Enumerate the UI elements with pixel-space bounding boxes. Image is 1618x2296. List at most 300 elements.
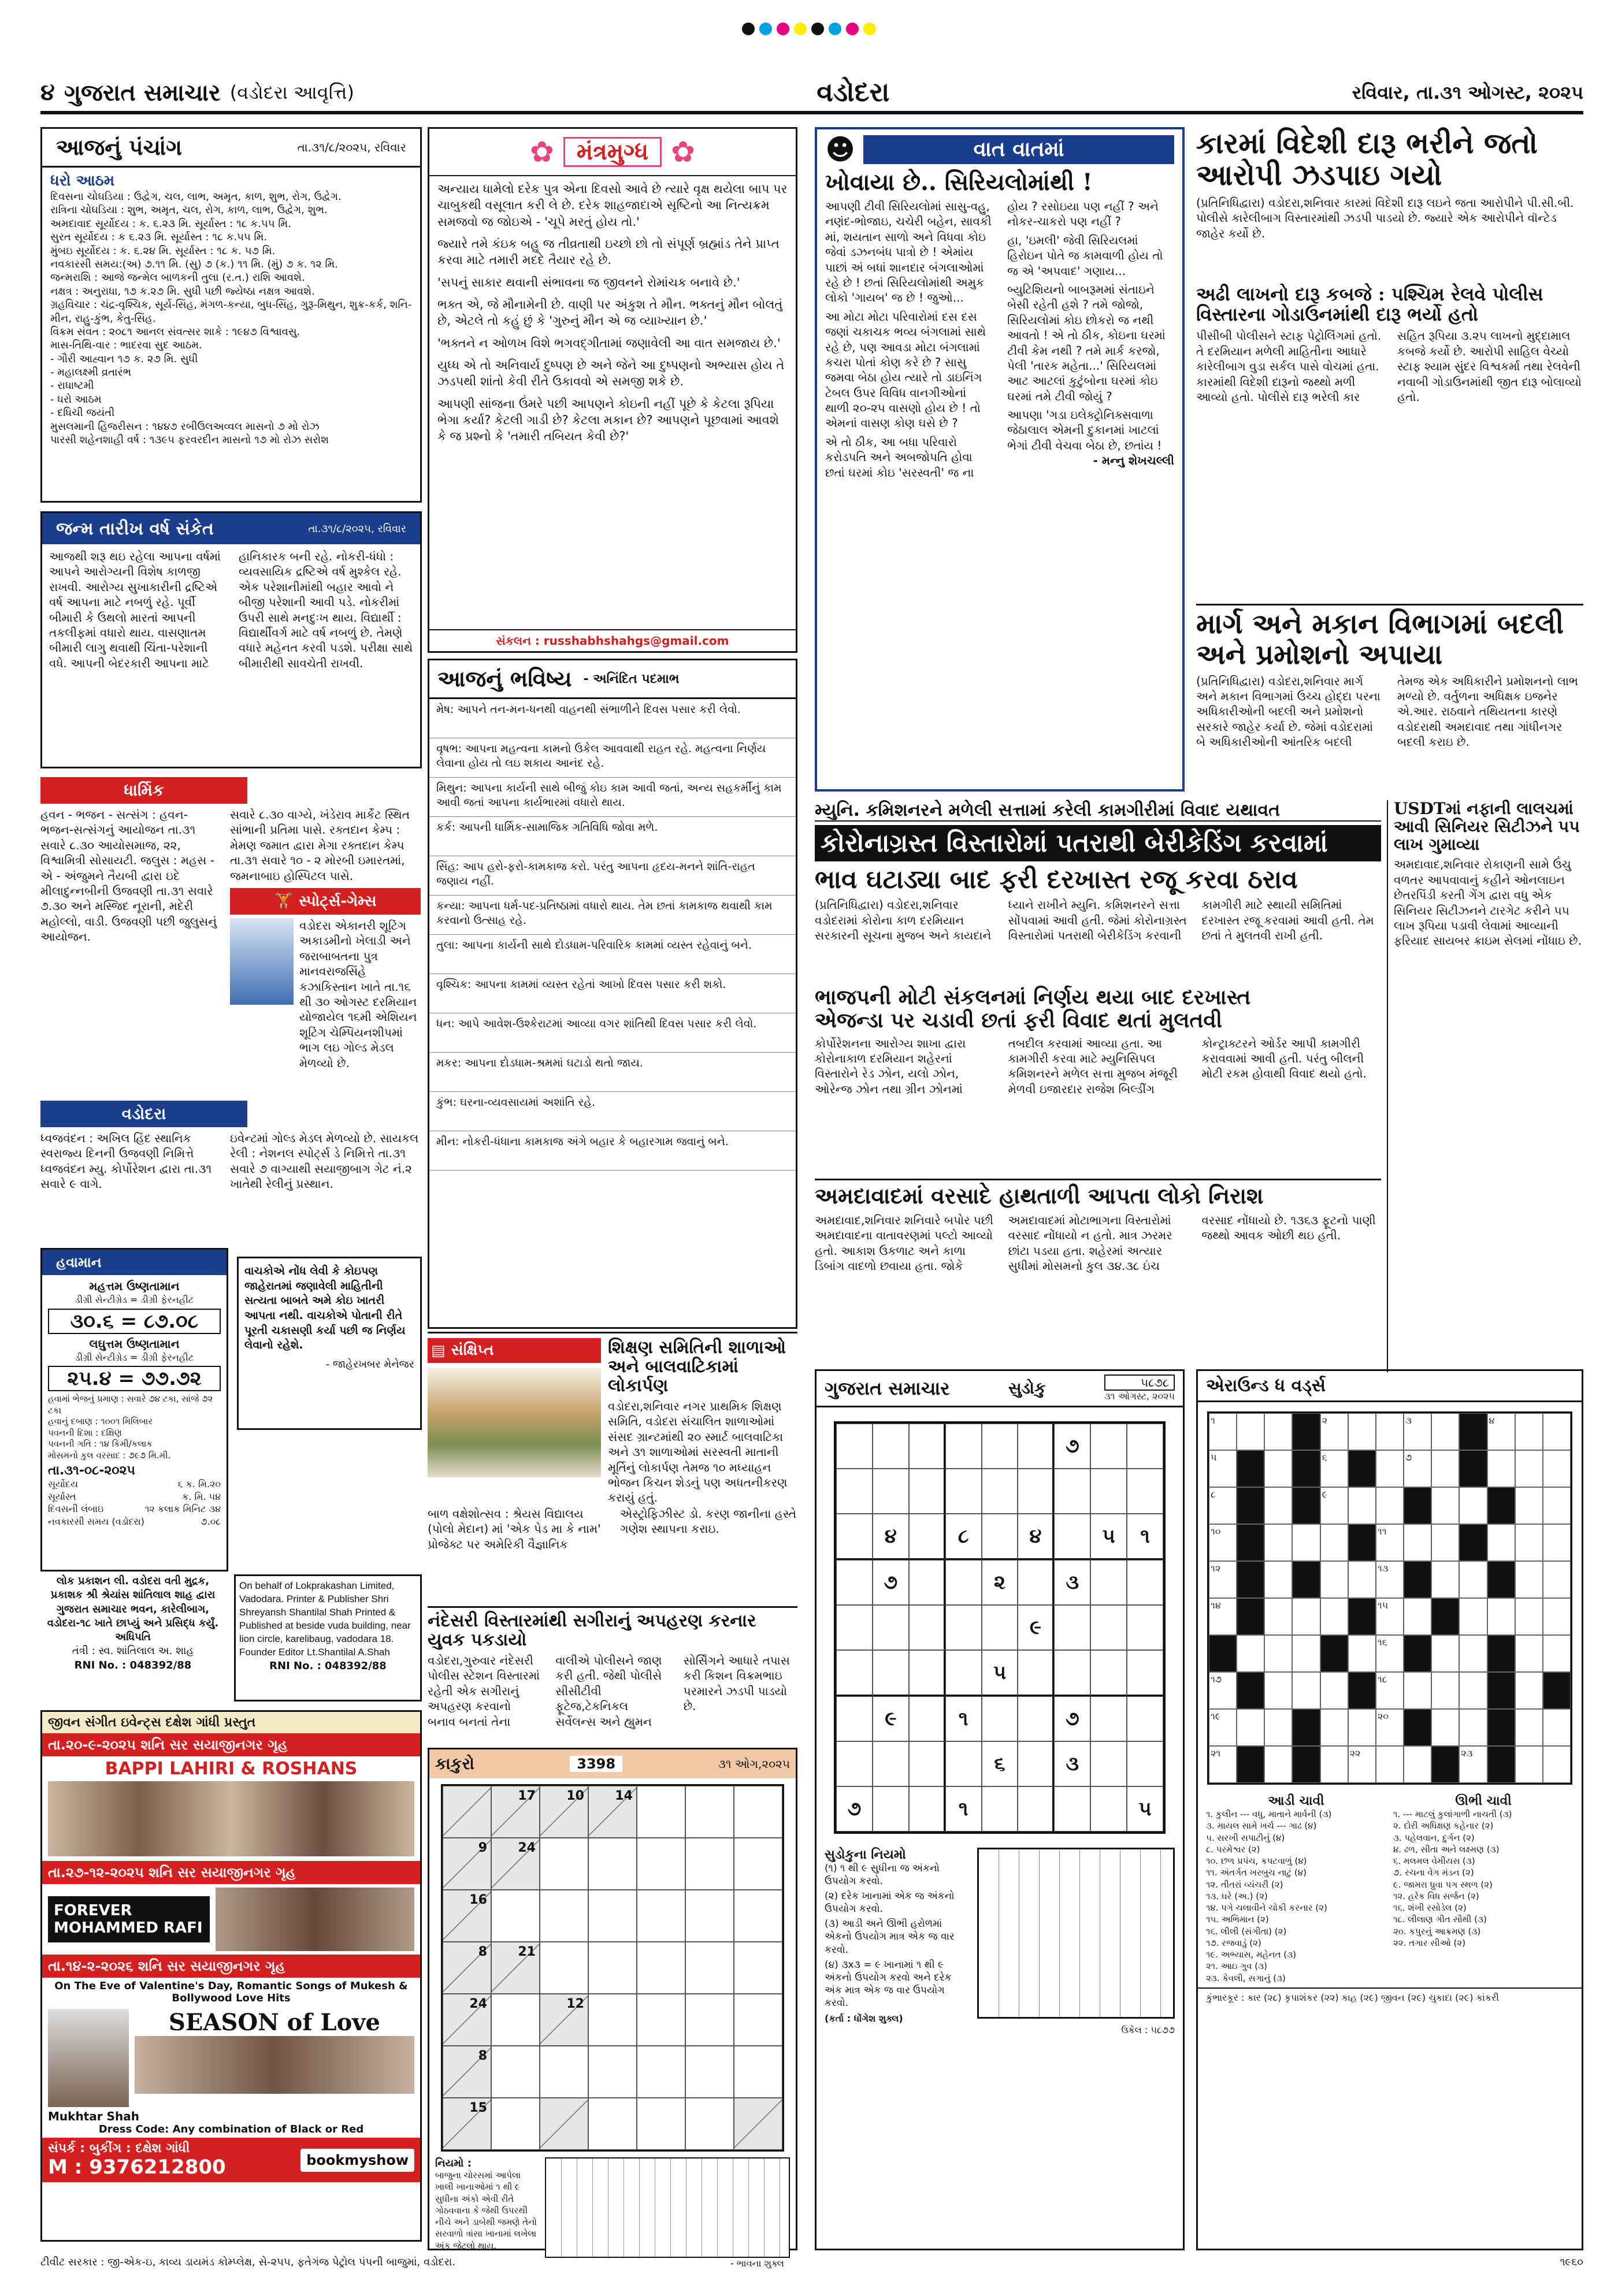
sudoku-cell[interactable] (1018, 1741, 1054, 1786)
crossword-cell[interactable] (1515, 1487, 1543, 1524)
down-clue: ૧૨. હરેક વિધ સર્જન (૨) (1393, 1890, 1479, 1901)
kakuro-cell[interactable] (540, 1942, 588, 1994)
kakuro-cell[interactable] (540, 2046, 588, 2098)
crossword-cell[interactable] (1264, 1598, 1292, 1635)
crossword-cell[interactable] (1515, 1561, 1543, 1598)
crossword-cell[interactable] (1459, 1598, 1487, 1635)
sudoku-cell[interactable] (945, 1741, 982, 1786)
kakuro-clue: 12 (566, 1997, 584, 2011)
crossword-cell[interactable] (1459, 1487, 1487, 1524)
crossword-cell[interactable] (1404, 1672, 1431, 1709)
muni-kicker: મ્યુનિ. કમિશનરને મળેલી સત્તામાં કરેલી કામગીરીમાં વિવાદ યથાવત (815, 800, 1381, 822)
crossword-cell[interactable] (1376, 1413, 1404, 1450)
weather-row-value: ૬ ક. મિ.૨૦ (177, 1478, 221, 1489)
across-clue: ૧૫. અભિમાન (૨) (1206, 1914, 1269, 1925)
panchang-line: - ગૌરી આહ્વાન ૧૭ ક. ૨૭ મિ. સુધી (50, 352, 198, 365)
kakuro-cell[interactable] (588, 2098, 637, 2150)
sudoku-cell[interactable]: ૧ (945, 1696, 982, 1741)
crossword-block (1348, 1524, 1376, 1561)
sudoku-cell[interactable] (1018, 1786, 1054, 1831)
sudoku-cell[interactable] (836, 1741, 873, 1786)
sudoku-cell[interactable] (836, 1560, 873, 1605)
crossword-block (1348, 1598, 1376, 1635)
sudoku-cell[interactable] (1127, 1696, 1163, 1741)
crossword-cell[interactable] (1348, 1413, 1376, 1450)
sudoku-cell[interactable] (1090, 1650, 1127, 1696)
sudoku-cell[interactable]: ૭ (1054, 1424, 1090, 1469)
sudoku-cell[interactable] (909, 1786, 945, 1831)
crossword-cell[interactable] (1515, 1413, 1543, 1450)
crossword-cell[interactable] (1431, 1450, 1459, 1487)
kakuro-section (428, 1748, 797, 2269)
sudoku-cell[interactable] (873, 1424, 909, 1469)
sudoku-cell[interactable] (1054, 1514, 1090, 1560)
sudoku-cell[interactable] (836, 1605, 873, 1650)
kakuro-cell[interactable] (491, 2098, 540, 2150)
crossword-cell[interactable] (1237, 1635, 1264, 1672)
crossword-cell[interactable] (1543, 1487, 1571, 1524)
kakuro-cell[interactable] (685, 1942, 734, 1994)
sudoku-cell[interactable] (945, 1469, 982, 1514)
mantra-section (428, 127, 797, 653)
marg-head: માર્ગ અને મકાન વિભાગમાં બદલી અને પ્રમોશનો અપાયા (1196, 608, 1564, 671)
crossword-block (1404, 1487, 1431, 1524)
sudoku-cell[interactable] (1018, 1696, 1054, 1741)
sudoku-cell[interactable]: ૧ (1127, 1514, 1163, 1560)
crossword-cell[interactable] (1376, 1672, 1404, 1709)
weather-row-value: ૭.૦૮ (201, 1515, 221, 1527)
sudoku-cell[interactable] (909, 1741, 945, 1786)
kakuro-cell[interactable] (734, 2046, 782, 2098)
sudoku-rule: (૩) આડી અને ઊભી હરોળમાં એકનો ઉપયોગ માત્ર એક જ વાર કરવો. (825, 1918, 955, 1956)
sudoku-cell[interactable]: ૪ (1018, 1514, 1054, 1560)
panchang-line: પારસી શહેનશાહી વર્ષ : ૧૩૯૫ ફરવરદીન માસનો ૧૭ મો રોઝ સરોશ (50, 434, 329, 447)
crossword-cell[interactable] (1376, 1746, 1404, 1783)
across-clue: ૩. માયલ સામે ખર્ચ --- ગાઢ (૪) (1206, 1821, 1317, 1831)
kakuro-cell[interactable] (588, 2046, 637, 2098)
sudoku-cell[interactable] (873, 1741, 909, 1786)
sudoku-cell[interactable] (982, 1514, 1018, 1560)
sudoku-cell[interactable]: ૬ (982, 1741, 1018, 1786)
crossword-cell[interactable] (1320, 1487, 1348, 1524)
sudoku-cell[interactable] (836, 1469, 873, 1514)
crossword-number: ૫ (1211, 1452, 1217, 1463)
weather-row (48, 1503, 221, 1515)
crossword-cell[interactable] (1404, 1450, 1431, 1487)
kakuro-cell[interactable] (491, 1890, 540, 1942)
kakuro-cell[interactable] (637, 1786, 685, 1838)
sudoku-cell[interactable] (1090, 1605, 1127, 1650)
sudoku-cell[interactable]: ૩ (1054, 1741, 1090, 1786)
crossword-cell[interactable] (1209, 1598, 1237, 1635)
crossword-cell[interactable] (1320, 1598, 1348, 1635)
sudoku-cell[interactable] (909, 1696, 945, 1741)
sudoku-cell[interactable]: ૭ (873, 1560, 909, 1605)
lotus-icon-2: ✿ (671, 135, 696, 169)
kakuro-clue-cell (540, 1786, 588, 1838)
across-clues (1206, 1808, 1386, 1984)
crossword-cell[interactable] (1431, 1413, 1459, 1450)
crossword-cell[interactable] (1543, 1746, 1571, 1783)
crossword-cell[interactable] (1348, 1487, 1376, 1524)
crossword-number: ૯ (1322, 1489, 1328, 1500)
ad-contact: સંપર્ક : બુકીંગ : દક્ષેશ ગાંધી (48, 2141, 190, 2156)
crossword-cell[interactable] (1376, 1487, 1404, 1524)
kakuro-clue-cell (443, 1994, 491, 2046)
sudoku-cell[interactable] (1127, 1741, 1163, 1786)
crossword-cell[interactable] (1237, 1413, 1264, 1450)
bhavishya-items (429, 699, 796, 1171)
karma-head: કારમાં વિદેશી દારૂ ભરીને જતો આરોપી ઝડપાઇ ગયો (1196, 126, 1538, 192)
sudoku-cell[interactable]: ૫ (1090, 1514, 1127, 1560)
kakuro-cell[interactable] (540, 1838, 588, 1890)
kakuro-cell[interactable] (685, 2098, 734, 2150)
crossword-cell[interactable] (1292, 1598, 1320, 1635)
weather-line: પવનની ગતિ : ૧૪ કિમી/કલાક (48, 1439, 153, 1449)
kakuro-cell[interactable] (491, 2046, 540, 2098)
sudoku-cell[interactable]: ૫ (1127, 1786, 1163, 1831)
panchang-line: - દધિચી જયંતી (50, 407, 115, 419)
sudoku-cell[interactable] (1054, 1650, 1090, 1696)
kakuro-cell[interactable] (734, 1786, 782, 1838)
crossword-cell[interactable] (1209, 1561, 1237, 1598)
mantra-para: યુધ્ધ એ તો અનિવાર્ય દુષ્પણ છે અને જેને આ દુષ્પણનો અભ્યાસ હોય તે ઝડપથી શાંતો કેવી રીતે ઉકાવવો એ સમજી શકે છે. (437, 358, 785, 389)
sudoku-cell[interactable]: ૧ (945, 1786, 982, 1831)
panchang-title: આજનું પંચાંગ (56, 134, 182, 160)
crossword-block (1292, 1413, 1320, 1450)
ad-singer: Mukhtar Shah (48, 2109, 139, 2123)
sudoku-cell[interactable]: ૯ (1018, 1605, 1054, 1650)
sudoku-cell[interactable] (909, 1605, 945, 1650)
sudoku-cell[interactable] (873, 1605, 909, 1650)
school-photo (428, 1368, 601, 1477)
sudoku-grid[interactable] (834, 1421, 1166, 1834)
sudoku-cell[interactable] (1054, 1469, 1090, 1514)
sudoku-cell[interactable] (982, 1424, 1018, 1469)
sudoku-cell[interactable] (1090, 1741, 1127, 1786)
sudoku-cell[interactable] (945, 1650, 982, 1696)
sudoku-cell[interactable] (1018, 1650, 1054, 1696)
kakuro-cell[interactable] (637, 2046, 685, 2098)
sudoku-cell[interactable] (1090, 1786, 1127, 1831)
kakuro-cell[interactable] (685, 2046, 734, 2098)
crossword-cell[interactable] (1404, 1598, 1431, 1635)
crossword-number: ૧૬ (1377, 1637, 1387, 1648)
sudoku-cell[interactable] (909, 1424, 945, 1469)
crossword-cell[interactable] (1292, 1524, 1320, 1561)
kakuro-rules: બાજુના ચોરસમાં આપેલા ખાલી ખાનાઓમાં ૧ થી ૯ સુધીના અંકો એવી રીતે ગોઠવવાના કે જેથી ઉપરથી નીચે અને ડાબેથી જમણે તેનો સરવાળો ત્રાંસા ખાનામાં લખેલા અંક જેટલો થાય. (435, 2170, 537, 2251)
weather-line: હવામાં ભેજનું પ્રમાણ : સવારે ૭૪ ટકા, સાંજે ૭૨ ટકા (48, 1394, 213, 1416)
crossword-cell[interactable] (1376, 1598, 1404, 1635)
kakuro-cell[interactable] (637, 1994, 685, 2046)
crossword-cell[interactable] (1209, 1746, 1237, 1783)
crossword-block (1348, 1450, 1376, 1487)
sudoku-cell[interactable]: ૯ (873, 1696, 909, 1741)
crossword-block (1237, 1746, 1264, 1783)
crossword-cell[interactable] (1515, 1746, 1543, 1783)
crossword-cell[interactable] (1376, 1524, 1404, 1561)
across-clue: ૧૯. અભ્યાસ, મહેનત (૩) (1206, 1949, 1296, 1960)
crossword-cell[interactable] (1264, 1709, 1292, 1746)
crossword-cell[interactable] (1404, 1746, 1431, 1783)
sudoku-cell[interactable] (836, 1650, 873, 1696)
sudoku-answer: ઉકેલ : ૫૮૭૭ (1121, 2024, 1175, 2036)
crossword-cell[interactable] (1209, 1413, 1237, 1450)
sudoku-cell[interactable] (1090, 1469, 1127, 1514)
crossword-title: એરાઉન્ડ ધ વર્ડ્સ (1198, 1371, 1582, 1402)
sudoku-cell[interactable] (1090, 1696, 1127, 1741)
kakuro-cell[interactable] (637, 1890, 685, 1942)
crossword-cell[interactable] (1515, 1672, 1543, 1709)
across-clue: ૨૩. કેવલી, સગાનું (૩) (1206, 1972, 1286, 1983)
crossword-block (1292, 1561, 1320, 1598)
sudoku-cell[interactable] (836, 1696, 873, 1741)
sudoku-cell[interactable] (945, 1424, 982, 1469)
vaat-text: આપણી ટીવી સિરિયલોમાં સાસુ-વહુ, નણંદ-ભોજાઇ, ચચેરી બહેન, સાવકી માં, શયતાન સાળો અને વિધવા કોઇ જેવાં ડઝનબંધ પાત્રો છે ! એમાંય પાછાં અં બધાં શાનદાર બંગલાઓમાં રહે છે ! છતાં સિરિયલોમાંથી અમુક લોકો 'ગાયબ' જ છે ! જુઓ... (825, 199, 992, 305)
weather-line: મોસમનો કુલ વરસાદ : ૭૯૭ મિ.મી. (48, 1450, 171, 1461)
crossword-cell[interactable] (1376, 1635, 1404, 1672)
sudoku-cell[interactable] (909, 1514, 945, 1560)
crossword-cell[interactable] (1209, 1524, 1237, 1561)
crossword-cell[interactable] (1264, 1746, 1292, 1783)
kakuro-clue: 8 (478, 2049, 487, 2063)
crossword-cell[interactable] (1487, 1598, 1515, 1635)
sudoku-cell[interactable]: ૪ (873, 1514, 909, 1560)
karma-sub: અઢી લાખનો દારૂ કબજે : પશ્ચિમ રેલવે પોલીસ (1196, 283, 1543, 305)
crossword-cell[interactable] (1459, 1746, 1487, 1783)
kakuro-clue-cell (491, 1838, 540, 1890)
sudoku-cell[interactable] (873, 1650, 909, 1696)
across-title: આડી ચાવી (1268, 1794, 1324, 1808)
crossword-cell[interactable] (1431, 1487, 1459, 1524)
kakuro-grid[interactable] (441, 1784, 784, 2152)
muni-sub2: એજન્ડા પર ચડાવી છતાં ફરી વિવાદ થતાં મુલતવી (815, 1008, 1223, 1032)
muni-text: (પ્રતિનિધિદ્વારા) વડોદરા,શનિવાર વડોદરામાં કોરોના કાળ દરમિયાન સરકારની સૂચના મુજબ અને કાયદાને ધ્યાને રાખીને મ્યુનિ. કમિશનરને સત્તા સોંપવામાં આવી હતી. જેમાં કોરોનાગ્રસ્ત વિસ્તારોમાં પતરાથી બેરીકેડિંગ કરવાની કામગીરી માટે સ્થાયી સમિતિમાં દરખાસ્ત રજૂ કરવામાં આવી હતી. તેમ છતાં તે મુલતવી રાખી હતી. (815, 898, 1374, 943)
crossword-cell[interactable] (1459, 1561, 1487, 1598)
crossword-cell[interactable] (1515, 1635, 1543, 1672)
sudoku-cell[interactable]: ૭ (836, 1786, 873, 1831)
bookmyshow-logo[interactable]: bookmyshow (300, 2149, 414, 2172)
crossword-cell[interactable] (1376, 1709, 1404, 1746)
sudoku-cell[interactable] (909, 1560, 945, 1605)
vaat-section (815, 127, 1185, 792)
sudoku-cell[interactable] (982, 1696, 1018, 1741)
crossword-cell[interactable] (1320, 1413, 1348, 1450)
imprint-rni: RNI No. : 048392/88 (74, 1659, 192, 1671)
across-clue: ૮. પરમેશ્વર (૨) (1206, 1844, 1260, 1855)
sudoku-cell[interactable] (945, 1560, 982, 1605)
crossword-cell[interactable] (1543, 1524, 1571, 1561)
kakuro-cell[interactable] (685, 1838, 734, 1890)
sudoku-cell[interactable] (1018, 1469, 1054, 1514)
crossword-cell[interactable] (1543, 1635, 1571, 1672)
crossword-cell[interactable] (1431, 1561, 1459, 1598)
kakuro-cell[interactable] (685, 1994, 734, 2046)
crossword-cell[interactable] (1431, 1709, 1459, 1746)
crossword-cell[interactable] (1209, 1487, 1237, 1524)
sports-title: 🏋 સ્પોર્ટ્સ-ગેમ્સ (230, 888, 421, 915)
panchang-line: - મહાલક્ષ્મી વ્રતારંભ (50, 366, 132, 379)
kakuro-cell[interactable] (588, 1942, 637, 1994)
crossword-cell[interactable] (1543, 1561, 1571, 1598)
crossword-cell[interactable] (1264, 1450, 1292, 1487)
bhavishya-title: આજનું ભવિષ્ય (437, 666, 572, 692)
sudoku-cell[interactable]: ૩ (1054, 1560, 1090, 1605)
sudoku-cell[interactable] (982, 1605, 1018, 1650)
crossword-cell[interactable] (1515, 1450, 1543, 1487)
sudoku-cell[interactable] (1127, 1605, 1163, 1650)
crossword-cell[interactable] (1431, 1524, 1459, 1561)
crossword-cell[interactable] (1515, 1709, 1543, 1746)
crossword-cell[interactable] (1543, 1450, 1571, 1487)
crossword-cell[interactable] (1376, 1561, 1404, 1598)
crossword-cell[interactable] (1209, 1450, 1237, 1487)
sudoku-cell[interactable] (909, 1650, 945, 1696)
kakuro-clue-cell (491, 1786, 540, 1838)
down-clue: ૧૮. લીલાણ ગીત સૌથી (૩) (1393, 1914, 1487, 1925)
dharmik-section (40, 777, 422, 1101)
kakuro-cell[interactable] (491, 1994, 540, 2046)
sudoku-cell[interactable] (1018, 1424, 1054, 1469)
crossword-cell[interactable] (1459, 1709, 1487, 1746)
crossword-cell[interactable] (1431, 1635, 1459, 1672)
crossword-cell[interactable] (1320, 1672, 1348, 1709)
vaat-text2: આ મોટા મોટા પરિવારોમાં દસ દસ જણાં ચકાચક ભવ્ય બંગલામાં સાથે રહે છે, પણ આવડા મોટા બંગલામાં કચરા પોતાં કોણ કરે છે ? સાસુ જમવા બેઠા હોય ત્યારે તો ડાઇનિંગ ટેબલ ઉપર વિવિધ વાનગીઓનાં થાળી ૨૦-૨૫ વાસણો હોય છે ! તો એમનાં વાસણ કોણ ઘસે છે ? (825, 309, 986, 430)
kakuro-cell[interactable] (734, 1994, 782, 2046)
crossword-cell[interactable] (1320, 1746, 1348, 1783)
crossword-grid[interactable] (1207, 1411, 1572, 1785)
sudoku-cell[interactable] (945, 1605, 982, 1650)
kakuro-cell[interactable] (588, 1838, 637, 1890)
crossword-block (1487, 1561, 1515, 1598)
kakuro-cell[interactable] (734, 1942, 782, 1994)
sudoku-rule: (૪) ૩x૩ = ૯ ખાનામાં ૧ થી ૯ અંકનો ઉપયોગ કરવો અને દરેક અંક માત્ર એક જ વાર ઉપયોગ કરવો. (825, 1959, 952, 2009)
crossword-cell[interactable] (1515, 1524, 1543, 1561)
kakuro-cell[interactable] (734, 1890, 782, 1942)
crossword-cell[interactable] (1431, 1672, 1459, 1709)
sudoku-cell[interactable] (1054, 1786, 1090, 1831)
issue-date: રવિવાર, તા.૩૧ ઓગસ્ટ, ૨૦૨૫ (1352, 81, 1583, 103)
birthday-section (40, 511, 422, 768)
horoscope-item: વૃશ્ચિક: આપના કામમાં વ્યસ્ત રહેતાં આખો દિવસ પસાર કરી શકો. (429, 974, 796, 1013)
crossword-cell[interactable] (1348, 1635, 1376, 1672)
crossword-cell[interactable] (1264, 1413, 1292, 1450)
crossword-cell[interactable] (1292, 1635, 1320, 1672)
horoscope-item: વૃષભ: આપના મહત્વના કામનો ઉકેલ આવવાથી રાહત રહે. મહત્વના નિર્ણય લેવાના હોય તો લઇ શકાય આનંદ રહે. (429, 738, 796, 778)
sudoku-cell[interactable] (873, 1786, 909, 1831)
crossword-cell[interactable] (1376, 1450, 1404, 1487)
sudoku-cell[interactable] (1090, 1560, 1127, 1605)
crossword-block (1292, 1709, 1320, 1746)
crossword-cell[interactable] (1459, 1672, 1487, 1709)
panchang-line: અમદાવાદ સૂર્યોદય : ક. ૬.૨૩ મિ. સૂર્યાસ્ત : ૧૮ ક.૫૫ મિ. (50, 217, 291, 230)
crossword-cell[interactable] (1487, 1450, 1515, 1487)
crossword-cell[interactable] (1264, 1672, 1292, 1709)
crossword-cell[interactable] (1515, 1598, 1543, 1635)
dharmik-text2: સવારે ૮.૩૦ વાગ્યે, ખંડેરાવ માર્કેટ સ્થિત સાંભાની પ્રતિમા પાસે. રક્તદાન કેમ્પ : મેમણ જમાત દ્વારા મેગા રક્તદાન કેમ્પ તા.૩૧ સવારે ૧૦ - ૨ મોરબી ઇમારતમાં, જમનાબાઇ હોસ્પિટલ પાસે. (230, 808, 410, 883)
kakuro-cell[interactable] (734, 1838, 782, 1890)
kakuro-cell[interactable] (588, 1994, 637, 2046)
crossword-block (1487, 1635, 1515, 1672)
crossword-cell[interactable] (1348, 1746, 1376, 1783)
kakuro-clue-cell (443, 1838, 491, 1890)
sudoku-cell[interactable] (909, 1469, 945, 1514)
crossword-cell[interactable] (1543, 1413, 1571, 1450)
sudoku-cell[interactable] (1127, 1650, 1163, 1696)
sudoku-cell[interactable] (836, 1424, 873, 1469)
crossword-cell[interactable] (1264, 1561, 1292, 1598)
sudoku-cell[interactable] (1127, 1469, 1163, 1514)
crossword-block (1237, 1561, 1264, 1598)
sudoku-cell[interactable] (1018, 1560, 1054, 1605)
sudoku-cell[interactable] (1054, 1605, 1090, 1650)
panchang-line: વિક્રમ સંવત : ૨૦૮૧ આનલ સંવત્સર શાકે : ૧૯૪૭ વિશ્વાવસુ. (50, 325, 300, 338)
crossword-block (1292, 1487, 1320, 1524)
crossword-cell[interactable] (1264, 1524, 1292, 1561)
kakuro-cell[interactable] (685, 1786, 734, 1838)
kakuro-cell[interactable] (637, 1942, 685, 1994)
crossword-cell[interactable] (1487, 1524, 1515, 1561)
weather-line: હવાનું દબાણ : ૧૦૦૧ મિલિબાર (48, 1416, 153, 1426)
crossword-cell[interactable] (1320, 1561, 1348, 1598)
panchang-line: માસ-તિથિ-વાર : ભાદરવા સુદ આઠમ. (50, 339, 202, 352)
crossword-cell[interactable] (1543, 1709, 1571, 1746)
sudoku-cell[interactable]: ૭ (1054, 1696, 1090, 1741)
crossword-cell[interactable] (1209, 1709, 1237, 1746)
crossword-cell[interactable] (1237, 1709, 1264, 1746)
panchang-line: - રાધાષ્ટમી (50, 380, 94, 392)
sudoku-cell[interactable] (982, 1786, 1018, 1831)
sudoku-cell[interactable]: ૫ (982, 1650, 1018, 1696)
crossword-cell[interactable] (1320, 1709, 1348, 1746)
crossword-cell[interactable] (1348, 1561, 1376, 1598)
weather-section (40, 1248, 228, 1571)
crossword-cell[interactable] (1209, 1672, 1237, 1709)
crossword-cell[interactable] (1264, 1487, 1292, 1524)
crossword-cell[interactable] (1543, 1598, 1571, 1635)
crossword-cell[interactable] (1320, 1450, 1348, 1487)
kakuro-cell[interactable] (637, 2098, 685, 2150)
karma-text: (પ્રતિનિધિદ્વારા) વડોદરા,શનિવાર કારમાં વિદેશી દારૂ લઇને જતા આરોપીને પી.સી.બી. પોલીસે કારેલીબાગ વિસ્તારમાંથી ઝડપી પાડયો છે. જ્યારે એક આરોપીને વૉન્ટેડ જાહેર કર્યો છે. (1196, 196, 1574, 240)
crossword-cell[interactable] (1459, 1635, 1487, 1672)
across-clue: ૧૪. પગે ચલાવીને ચોકી કરનાર (૨) (1206, 1903, 1327, 1913)
crossword-block (1404, 1635, 1431, 1672)
sudoku-cell[interactable] (873, 1469, 909, 1514)
sudoku-cell[interactable] (836, 1514, 873, 1560)
sudoku-cell[interactable] (1127, 1560, 1163, 1605)
crossword-cell[interactable] (1292, 1672, 1320, 1709)
crossword-number: ૮ (1211, 1489, 1216, 1500)
panchang-line: જન્મરાશિ : આજે જન્મેલ બાળકની તુલા (ર.ત.) રાશિ આવશે. (50, 272, 305, 284)
kakuro-cell[interactable] (588, 1890, 637, 1942)
crossword-cell[interactable] (1404, 1413, 1431, 1450)
kakuro-cell[interactable] (637, 1838, 685, 1890)
sudoku-cell[interactable]: ૮ (945, 1514, 982, 1560)
crossword-cell[interactable] (1348, 1709, 1376, 1746)
ad-event-2b: FOREVER MOHAMMED RAFI (48, 1896, 210, 1942)
crossword-cell[interactable] (1264, 1635, 1292, 1672)
crossword-number: ૬ (1322, 1452, 1327, 1463)
sudoku-cell[interactable] (982, 1469, 1018, 1514)
sudoku-cell[interactable] (1090, 1424, 1127, 1469)
crossword-cell[interactable] (1487, 1413, 1515, 1450)
kakuro-cell[interactable] (685, 1890, 734, 1942)
sudoku-cell[interactable]: ૨ (982, 1560, 1018, 1605)
crossword-cell[interactable] (1320, 1524, 1348, 1561)
crossword-cell[interactable] (1404, 1524, 1431, 1561)
sudoku-cell[interactable] (1127, 1424, 1163, 1469)
kakuro-cell[interactable] (540, 1890, 588, 1942)
